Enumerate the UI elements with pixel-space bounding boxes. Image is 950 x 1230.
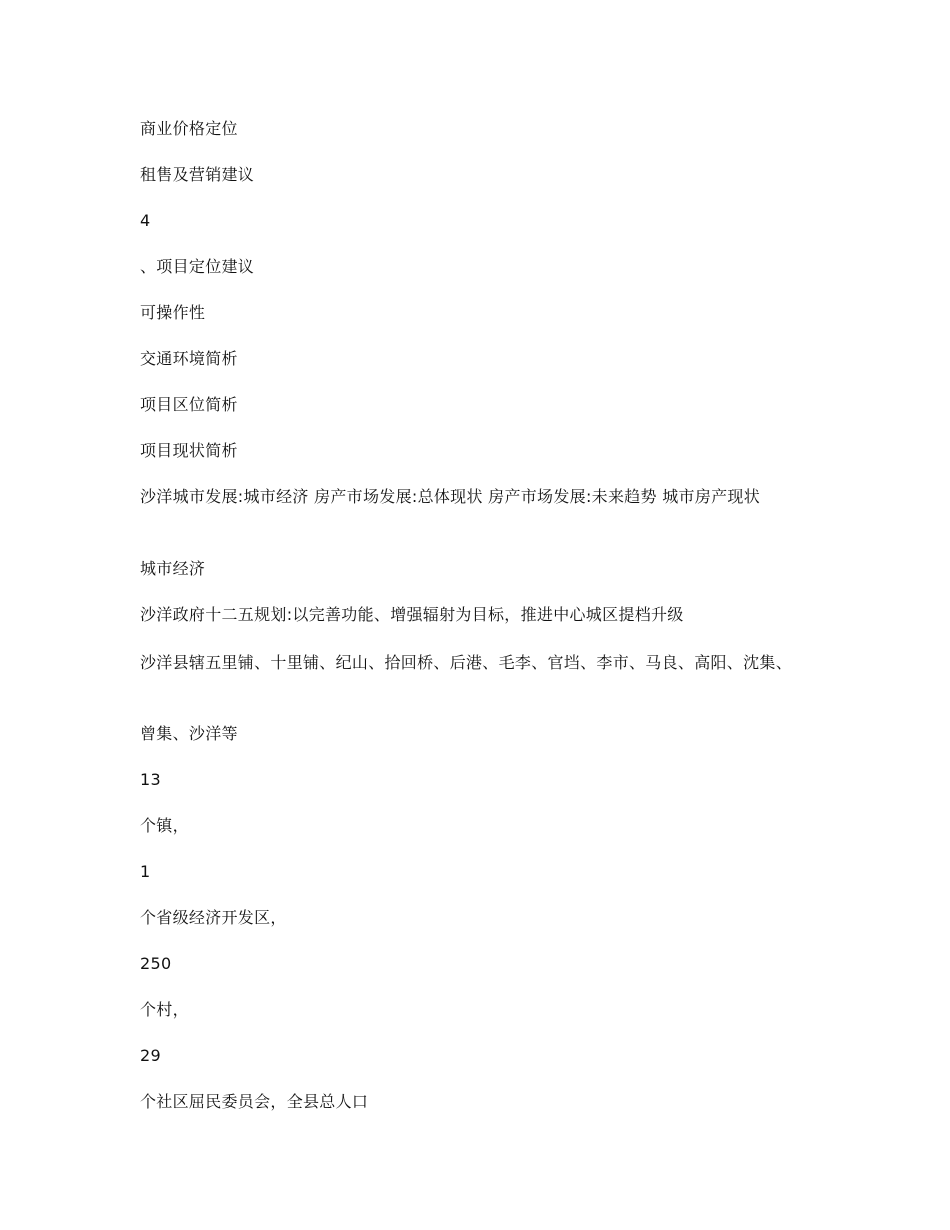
paragraph-development-zone: 个省级经济开发区， — [140, 908, 287, 927]
paragraph-city-development: 沙洋城市发展:城市经济 房产市场发展:总体现状 房产市场发展:未来趋势 城市房产现状 — [140, 487, 761, 506]
paragraph-number-1: 1 — [140, 862, 151, 881]
paragraph-number-13: 13 — [140, 770, 161, 789]
paragraph-project-status: 项目现状简析 — [140, 441, 238, 460]
paragraph-project-positioning: 、项目定位建议 — [140, 257, 255, 276]
paragraph-county-towns: 沙洋县辖五里铺、十里铺、纪山、拾回桥、后港、毛李、官垱、李市、马良、高阳、沈集、 — [140, 653, 793, 672]
paragraph-city-economy: 城市经济 — [140, 559, 206, 578]
paragraph-operability: 可操作性 — [140, 303, 206, 322]
paragraph-towns: 个镇， — [140, 816, 189, 835]
paragraph-number-4: 4 — [140, 211, 151, 230]
paragraph-zengji-shayang: 曾集、沙洋等 — [140, 724, 238, 743]
paragraph-leasing-marketing: 租售及营销建议 — [140, 165, 255, 184]
paragraph-traffic-environment: 交通环境简析 — [140, 349, 238, 368]
paragraph-government-plan: 沙洋政府十二五规划:以完善功能、增强辐射为目标，推进中心城区提档升级 — [140, 605, 684, 624]
paragraph-number-250: 250 — [140, 954, 172, 973]
paragraph-villages: 个村， — [140, 1000, 189, 1019]
paragraph-project-location: 项目区位简析 — [140, 395, 238, 414]
paragraph-communities-population: 个社区屈民委员会，全县总人口 — [140, 1092, 369, 1111]
paragraph-number-29: 29 — [140, 1046, 161, 1065]
paragraph-commercial-price-positioning: 商业价格定位 — [140, 119, 238, 138]
